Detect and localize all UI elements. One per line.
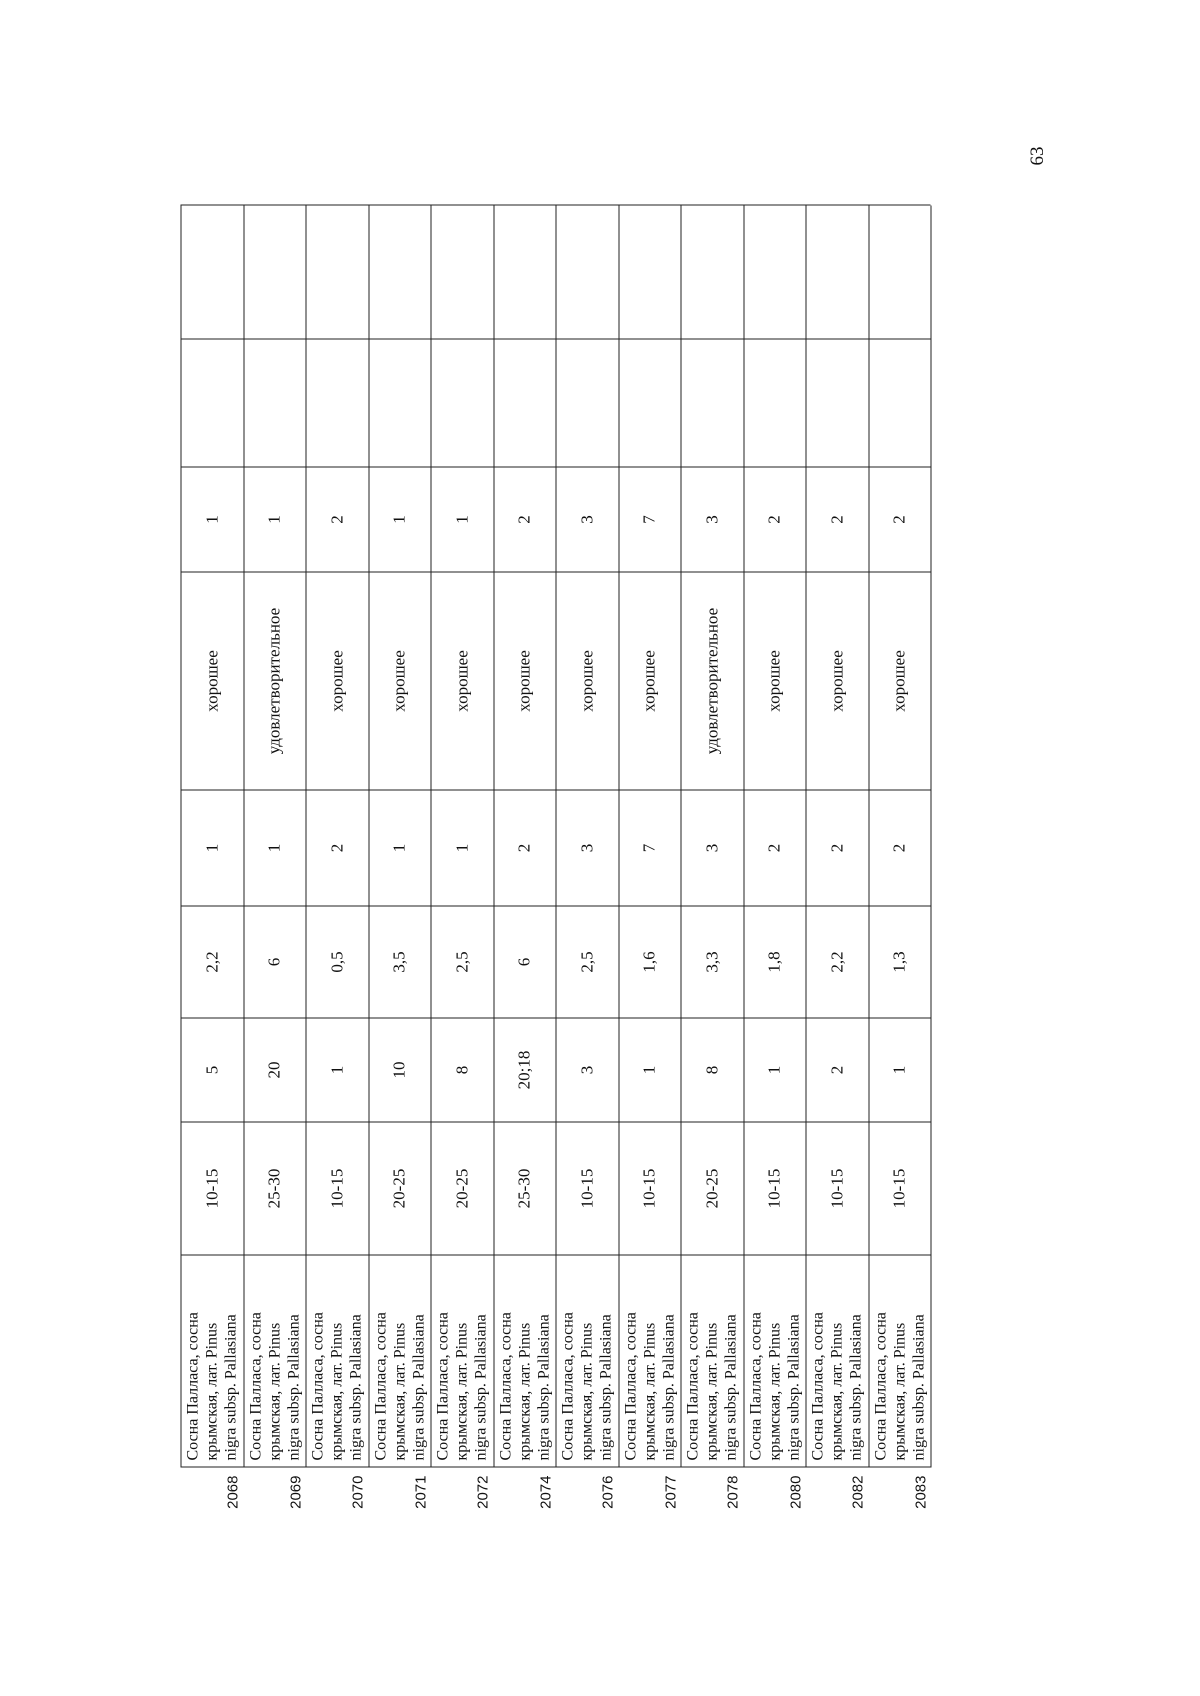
- count2-cell: 7: [619, 467, 681, 572]
- table-row: [869, 206, 932, 1468]
- height-cell: 1,6: [619, 906, 681, 1018]
- count2-cell: 1: [431, 467, 493, 572]
- diameter-cell: 20: [244, 1018, 306, 1122]
- inventory-table: [180, 205, 930, 1468]
- row-number-text: 2076: [599, 1475, 616, 1509]
- species-cell: [744, 1255, 806, 1468]
- row-number-text: 2074: [536, 1475, 554, 1509]
- height-cell: 2,5: [431, 906, 493, 1018]
- count-cell: 2: [494, 790, 556, 906]
- c7-cell: [306, 339, 368, 467]
- row-number-text: 2068: [224, 1475, 241, 1509]
- c7-cell: [369, 339, 431, 467]
- count-cell: 2: [306, 790, 368, 906]
- c7-cell: [681, 339, 743, 467]
- c8-cell: [494, 205, 556, 339]
- age-cell: 25-30: [494, 1122, 556, 1255]
- count-cell: 3: [681, 790, 743, 906]
- species-cell: [556, 1255, 618, 1468]
- condition-cell: удовлетворительное: [244, 572, 306, 790]
- table-row: [494, 206, 557, 1468]
- species-line: nigra subsp. Pallasiana: [722, 1314, 740, 1461]
- species-line: крымская, лат. Pinus: [703, 1322, 721, 1461]
- species-line: Сосна Палласа, сосна: [746, 1312, 764, 1461]
- c8-cell: [869, 205, 931, 339]
- row-number-text: 2083: [911, 1475, 929, 1509]
- table-row: [244, 206, 307, 1468]
- diameter-cell: 8: [431, 1018, 493, 1122]
- count-cell: 7: [619, 790, 681, 906]
- height-cell: 2,5: [556, 906, 618, 1018]
- age-cell: 10-15: [744, 1122, 806, 1255]
- species-line: крымская, лат. Pinus: [328, 1322, 346, 1461]
- species-line: Сосна Палласа, сосна: [496, 1312, 514, 1461]
- diameter-cell: 2: [806, 1018, 868, 1122]
- count-cell: 1: [369, 790, 431, 906]
- table-row: [431, 206, 494, 1468]
- species-line: крымская, лат. Pinus: [390, 1322, 408, 1461]
- count2-cell: 1: [244, 467, 306, 572]
- condition-cell: хорошее: [806, 572, 868, 790]
- species-line: nigra subsp. Pallasiana: [409, 1314, 427, 1461]
- species-line: nigra subsp. Pallasiana: [847, 1314, 865, 1461]
- c7-cell: [744, 339, 806, 467]
- diameter-cell: 20;18: [494, 1018, 556, 1122]
- species-line: крымская, лат. Pinus: [578, 1322, 596, 1461]
- c7-cell: [494, 339, 556, 467]
- rotated-table-area: [180, 205, 930, 1512]
- species-line: крымская, лат. Pinus: [265, 1322, 283, 1461]
- condition-cell: хорошее: [181, 572, 243, 790]
- height-cell: 2,2: [806, 906, 868, 1018]
- height-cell: 3,3: [681, 906, 743, 1018]
- table-row: [681, 206, 744, 1468]
- row-number-text: 2080: [786, 1475, 804, 1509]
- count2-cell: 3: [681, 467, 743, 572]
- age-cell: 10-15: [181, 1122, 243, 1255]
- count-cell: 2: [744, 790, 806, 906]
- table-row: [181, 206, 244, 1468]
- species-cell: [806, 1255, 868, 1468]
- c7-cell: [556, 339, 618, 467]
- age-cell: 20-25: [681, 1122, 743, 1255]
- condition-cell: хорошее: [556, 572, 618, 790]
- count2-cell: 1: [369, 467, 431, 572]
- species-line: nigra subsp. Pallasiana: [534, 1314, 552, 1461]
- count2-cell: 3: [556, 467, 618, 572]
- age-cell: 20-25: [431, 1122, 493, 1255]
- age-cell: 10-15: [556, 1122, 618, 1255]
- table-row: [306, 206, 369, 1468]
- row-number: [180, 1470, 242, 1512]
- row-number-text: 2069: [286, 1475, 304, 1509]
- row-number: [555, 1470, 617, 1512]
- table-row: [619, 206, 682, 1468]
- row-number-text: 2078: [724, 1475, 741, 1509]
- row-number: [430, 1470, 492, 1512]
- diameter-cell: 1: [306, 1018, 368, 1122]
- height-cell: 2,2: [181, 906, 243, 1018]
- species-line: крымская, лат. Pinus: [640, 1322, 658, 1461]
- c8-cell: [369, 205, 431, 339]
- c7-cell: [181, 339, 243, 467]
- row-number: [868, 1470, 930, 1512]
- count2-cell: 2: [744, 467, 806, 572]
- species-line: крымская, лат. Pinus: [453, 1322, 471, 1461]
- species-line: Сосна Палласа, сосна: [309, 1312, 327, 1461]
- count-cell: 2: [806, 790, 868, 906]
- species-line: nigra subsp. Pallasiana: [909, 1314, 927, 1461]
- c8-cell: [244, 205, 306, 339]
- height-cell: 0,5: [306, 906, 368, 1018]
- species-cell: [494, 1255, 556, 1468]
- height-cell: 1,8: [744, 906, 806, 1018]
- count2-cell: 2: [869, 467, 931, 572]
- table-row: [806, 206, 869, 1468]
- count2-cell: 2: [306, 467, 368, 572]
- species-line: nigra subsp. Pallasiana: [222, 1314, 240, 1461]
- c7-cell: [244, 339, 306, 467]
- count-cell: 3: [556, 790, 618, 906]
- diameter-cell: 1: [744, 1018, 806, 1122]
- diameter-cell: 5: [181, 1018, 243, 1122]
- count2-cell: 1: [181, 467, 243, 572]
- species-line: nigra subsp. Pallasiana: [597, 1314, 615, 1461]
- species-line: крымская, лат. Pinus: [890, 1322, 908, 1461]
- age-cell: 20-25: [369, 1122, 431, 1255]
- height-cell: 1,3: [869, 906, 931, 1018]
- c8-cell: [181, 205, 243, 339]
- age-cell: 10-15: [806, 1122, 868, 1255]
- c8-cell: [744, 205, 806, 339]
- diameter-cell: 3: [556, 1018, 618, 1122]
- condition-cell: хорошее: [369, 572, 431, 790]
- species-cell: [681, 1255, 743, 1468]
- row-number: [680, 1470, 742, 1512]
- height-cell: 6: [494, 906, 556, 1018]
- c7-cell: [619, 339, 681, 467]
- species-cell: [244, 1255, 306, 1468]
- c8-cell: [431, 205, 493, 339]
- species-line: Сосна Палласа, сосна: [371, 1312, 389, 1461]
- row-number: [743, 1470, 805, 1512]
- species-line: Сосна Палласа, сосна: [809, 1312, 827, 1461]
- species-line: nigra subsp. Pallasiana: [784, 1314, 802, 1461]
- species-cell: [181, 1255, 243, 1468]
- row-number: [305, 1470, 367, 1512]
- species-line: Сосна Палласа, сосна: [559, 1312, 577, 1461]
- table-row: [369, 206, 432, 1468]
- species-line: Сосна Палласа, сосна: [871, 1312, 889, 1461]
- species-line: nigra subsp. Pallasiana: [659, 1314, 677, 1461]
- row-number-text: 2072: [474, 1475, 491, 1509]
- species-line: Сосна Палласа, сосна: [621, 1312, 639, 1461]
- row-number-text: 2071: [411, 1475, 429, 1509]
- species-line: Сосна Палласа, сосна: [246, 1312, 264, 1461]
- row-number: [618, 1470, 680, 1512]
- count2-cell: 2: [494, 467, 556, 572]
- c8-cell: [556, 205, 618, 339]
- condition-cell: хорошее: [869, 572, 931, 790]
- species-line: Сосна Палласа, сосна: [184, 1312, 202, 1461]
- diameter-cell: 10: [369, 1018, 431, 1122]
- species-cell: [369, 1255, 431, 1468]
- row-number: [368, 1470, 430, 1512]
- condition-cell: хорошее: [744, 572, 806, 790]
- age-cell: 25-30: [244, 1122, 306, 1255]
- height-cell: 6: [244, 906, 306, 1018]
- count-cell: 1: [181, 790, 243, 906]
- row-number: [243, 1470, 305, 1512]
- species-line: nigra subsp. Pallasiana: [347, 1314, 365, 1461]
- c7-cell: [806, 339, 868, 467]
- count2-cell: 2: [806, 467, 868, 572]
- count-cell: 1: [431, 790, 493, 906]
- species-line: крымская, лат. Pinus: [203, 1322, 221, 1461]
- count-cell: 1: [244, 790, 306, 906]
- age-cell: 10-15: [619, 1122, 681, 1255]
- c8-cell: [306, 205, 368, 339]
- count-cell: 2: [869, 790, 931, 906]
- species-cell: [869, 1255, 931, 1468]
- condition-cell: хорошее: [431, 572, 493, 790]
- diameter-cell: 8: [681, 1018, 743, 1122]
- species-line: крымская, лат. Pinus: [515, 1322, 533, 1461]
- row-number-text: 2070: [349, 1475, 366, 1509]
- table-row: [744, 206, 807, 1468]
- row-number-text: 2082: [849, 1475, 866, 1509]
- species-line: крымская, лат. Pinus: [828, 1322, 846, 1461]
- c8-cell: [806, 205, 868, 339]
- c7-cell: [431, 339, 493, 467]
- condition-cell: хорошее: [494, 572, 556, 790]
- condition-cell: хорошее: [619, 572, 681, 790]
- row-number: [805, 1470, 867, 1512]
- species-line: nigra subsp. Pallasiana: [472, 1314, 490, 1461]
- table-row: [556, 206, 619, 1468]
- condition-cell: удовлетворительное: [681, 572, 743, 790]
- species-line: крымская, лат. Pinus: [765, 1322, 783, 1461]
- species-cell: [431, 1255, 493, 1468]
- diameter-cell: 1: [619, 1018, 681, 1122]
- species-cell: [306, 1255, 368, 1468]
- species-line: Сосна Палласа, сосна: [434, 1312, 452, 1461]
- species-line: Сосна Палласа, сосна: [684, 1312, 702, 1461]
- c7-cell: [869, 339, 931, 467]
- condition-cell: хорошее: [306, 572, 368, 790]
- diameter-cell: 1: [869, 1018, 931, 1122]
- row-number-text: 2077: [661, 1475, 679, 1509]
- row-number: [493, 1470, 555, 1512]
- page-number: 63: [1027, 146, 1048, 166]
- species-cell: [619, 1255, 681, 1468]
- age-cell: 10-15: [869, 1122, 931, 1255]
- species-line: nigra subsp. Pallasiana: [284, 1314, 302, 1461]
- c8-cell: [681, 205, 743, 339]
- height-cell: 3,5: [369, 906, 431, 1018]
- c8-cell: [619, 205, 681, 339]
- age-cell: 10-15: [306, 1122, 368, 1255]
